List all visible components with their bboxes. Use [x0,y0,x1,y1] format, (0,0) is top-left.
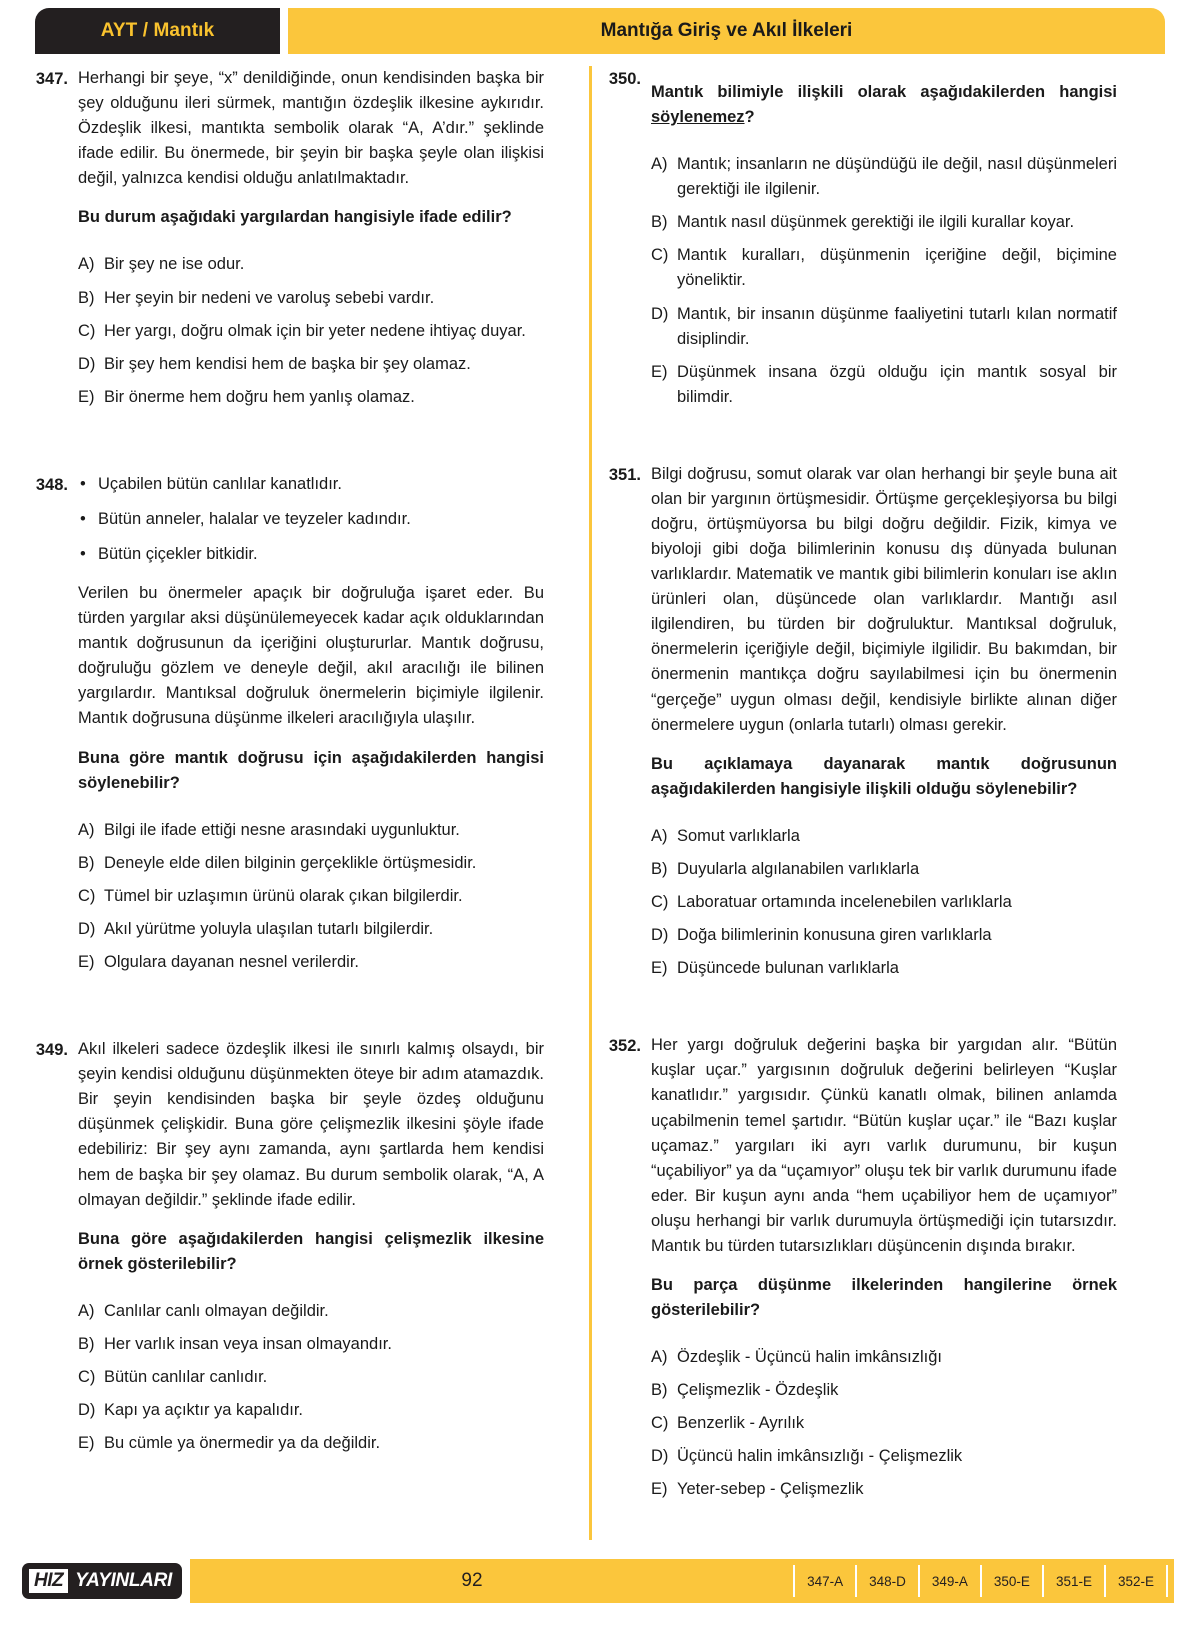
answer-key-item: 349-A [918,1565,980,1597]
question-stem: Verilen bu önermeler apaçık bir doğruluğa işaret eder. Bu türden yargılar aksi düşünülemeyecek kadar açık olduklarından mantık doğrusunun da içeriğini oluştururlar. Mantık doğrusu, doğruluğu gözlem ve deneyle değil, akıl aracılığı ile bilinen yargılardır. Mantıksal doğruluk önermelerin biçimiyle ilgilenir. Mantık doğrusuna düşünme ilkeleri aracılığıyla ulaşılır. [78,584,544,728]
question-number: 348. [35,475,68,494]
option-e[interactable] [78,385,544,410]
question-number: 347. [35,70,68,88]
option-e[interactable] [651,360,1117,410]
question-prompt: Bu parça düşünme ilkelerinden hangilerine örnek gösterilebilir? [651,1275,1117,1320]
question-number: 351. [608,465,641,484]
option-e[interactable] [651,956,1117,981]
option-text: Yeter-sebep - Çelişmezlik [677,1480,864,1499]
option-label: C) [78,1367,96,1386]
page-title: Mantığa Giriş ve Akıl İlkeleri [600,20,853,41]
option-text: Bir şey ne ise odur. [104,255,245,274]
answer-key-item: 350-E [980,1565,1042,1597]
spacer [24,975,544,1037]
question-351 [597,462,1117,981]
option-text: Düşünmek insana özgü olduğu için mantık sosyal bir bilimdir. [677,362,1117,406]
option-d[interactable] [651,1444,1117,1469]
option-c[interactable] [78,884,544,909]
question-348 [24,472,544,975]
option-a[interactable] [651,824,1117,849]
option-label: C) [78,321,96,340]
question-prompt: Bu açıklamaya dayanarak mantık doğrusunun aşağıdakilerden hangisiyle ilişkili olduğu söylenebilir? [651,754,1117,798]
option-text: Özdeşlik - Üçüncü halin imkânsızlığı [677,1348,943,1367]
spacer [597,410,1117,462]
question-number: 350. [608,70,641,88]
option-text: Olgulara dayanan nesnel verilerdir. [104,953,359,972]
option-b[interactable] [651,1378,1117,1403]
option-text: Somut varlıklarla [677,826,800,845]
option-label: E) [78,387,95,406]
question-stem: Bilgi doğrusu, somut olarak var olan herhangi bir şeyle buna ait olan bir yargının örtüşmesidir. Örtüşme gerçekleşiyorsa bu bilgi doğru, örtüşmüyorsa bu bilgi doğru değildir. Fizik, kimya ve biyoloji gibi doğa bilimlerinin konusu dış dünyada bulunan varlıklardır. Matematik ve mantık gibi bilimlerin konuları ise aklın ürünleri olan, düşüncede olan varlıklardır. Mantığı asıl ilgilendiren, bu türden bir doğruluktur. Mantıksal doğruluk, önermelerin içeriğiyle değil, biçimiyle ilgilidir. Bu bakımdan, bir önermenin mantıkça doğru sayılabilmesi için bu önermenin “gerçeğe” uygun olması değil, kendisiyle birlikte alınan diğer önermelere uygun (onlarla tutarlı) olması gerekir. [651,464,1117,734]
option-text: Her yargı, doğru olmak için bir yeter nedene ihtiyaç duyar. [104,321,526,340]
option-label: A) [78,255,95,274]
option-label: A) [78,1301,95,1320]
answer-key-item: 352-E [1104,1565,1168,1597]
question-number: 352. [608,1037,641,1056]
option-label: D) [78,354,96,373]
option-text: Mantık; insanların ne düşündüğü ile değil, nasıl düşünmeleri gerektiği ile ilgilenir. [677,155,1117,199]
option-label: B) [78,853,95,872]
option-text: Bütün canlılar canlıdır. [104,1367,268,1386]
header-subject-tab [35,8,280,54]
answer-key-item: 347-A [793,1565,855,1597]
option-list [78,818,544,975]
option-b[interactable] [651,210,1117,235]
option-text: Doğa bilimlerinin konusuna giren varlıklarla [677,926,992,945]
option-label: B) [78,288,95,307]
option-c[interactable] [78,319,544,344]
option-a[interactable] [651,1345,1117,1370]
option-label: E) [651,362,668,381]
option-label: B) [78,1334,95,1353]
question-349 [24,1037,544,1456]
option-text: Benzerlik - Ayrılık [677,1414,805,1433]
option-text: Laboratuar ortamında incelenebilen varlıklarla [677,893,1012,912]
content-area [0,66,1200,1536]
premise-list [78,472,544,567]
option-label: C) [78,886,96,905]
option-b[interactable] [78,851,544,876]
option-text: Bir önerme hem doğru hem yanlış olamaz. [104,387,415,406]
header-subject-label: AYT / Mantık [100,20,215,41]
option-label: E) [78,1434,95,1453]
logo-hiz-text: HIZ [29,1569,68,1593]
option-text: Mantık nasıl düşünmek gerektiği ile ilgili kurallar koyar. [677,213,1075,232]
option-label: D) [651,926,669,945]
question-prompt: Bu durum aşağıdaki yargılardan hangisiyle ifade edilir? [78,208,512,227]
option-text: Her şeyin bir nedeni ve varoluş sebebi vardır. [104,288,435,307]
premise-item: • Uçabilen bütün canlılar kanatlıdır. [78,472,544,497]
option-label: B) [651,859,668,878]
page-header [35,8,1165,54]
footer-bar [190,1559,1174,1603]
right-column [597,66,1117,1503]
option-text: Üçüncü halin imkânsızlığı - Çelişmezlik [677,1447,963,1466]
question-prompt: Buna göre aşağıdakilerden hangisi çelişmezlik ilkesine örnek gösterilebilir? [78,1229,544,1273]
option-label: E) [651,959,668,978]
option-e[interactable] [651,1477,1117,1502]
option-c[interactable] [78,1365,544,1390]
option-label: D) [651,304,669,323]
option-label: C) [651,893,669,912]
spacer [24,410,544,472]
option-list [651,1345,1117,1502]
header-title-bar [288,8,1165,54]
question-350 [597,66,1117,410]
option-label: A) [651,1348,668,1367]
option-label: B) [651,213,668,232]
spacer [597,981,1117,1033]
page-footer [0,1559,1200,1607]
prompt-prefix: Mantık bilimiyle ilişkili olarak aşağıdakilerden hangisi [651,83,1117,101]
left-column [24,66,544,1456]
answer-key-item: 348-D [855,1565,918,1597]
option-c[interactable] [651,1411,1117,1436]
option-text: Bilgi ile ifade ettiği nesne arasındaki uygunluktur. [104,820,460,839]
option-list [78,1299,544,1456]
option-text: Deneyle elde dilen bilginin gerçeklikle örtüşmesidir. [104,853,477,872]
option-b[interactable] [651,857,1117,882]
question-stem: Her yargı doğruluk değerini başka bir yargıdan alır. “Bütün kuşlar uçar.” yargısının doğruluk değerini belirleyen “Kuşlar kanatlıdır.” yargısıdır. Çünkü kanatlı olmak, bilinen anlamda uçabilmenin temel şartıdır. “Bütün kuşlar uçar.” ile “Bazı kuşlar uçamaz.” yargıları iki ayrı varlık durumunu, bir kuşun “uçabiliyor” ya da “uçamıyor” oluşu tek bir varlık durumunu ifade eder. Bir kuşun aynı anda “hem uçabiliyor hem de uçamıyor” oluşu herhangi bir varlık durumuyla örtüşmediği için tutarsızdır. Mantık bu türden tutarsızlıkları düşüncenin dışında bırakır. [651,1036,1117,1255]
option-label: C) [651,246,669,265]
option-label: B) [651,1381,668,1400]
option-d[interactable] [78,352,544,377]
option-list [651,152,1117,410]
question-prompt [651,80,1117,130]
option-text: Akıl yürütme yoluyla ulaşılan tutarlı bilgilerdir. [104,919,434,938]
question-stem: Herhangi bir şeye, “x” denildiğinde, onun kendisinden başka bir şey olduğunu ileri sürmek, mantığın özdeşlik ilkesine aykırıdır. Özdeşlik ilkesi, mantıkta sembolik olarak “A, A’dır.” şeklinde ifade edilir. Bu önermede, bir şeyin bir başka şeyle olan ilişkisi değil, yalnızca kendisi olduğu anlatılmaktadır. [78,69,544,188]
premise-item: • Bütün çiçekler bitkidir. [78,542,544,567]
option-list [78,252,544,409]
option-label: C) [651,1414,669,1433]
page-number: 92 [461,1570,483,1591]
option-text: Duyularla algılanabilen varlıklarla [677,859,920,878]
option-d[interactable] [651,302,1117,352]
prompt-negative-word: söylenemez [651,108,745,127]
option-list [651,824,1117,981]
option-c[interactable] [651,243,1117,293]
option-text: Bir şey hem kendisi hem de başka bir şey olamaz. [104,354,471,373]
premise-item: • Bütün anneler, halalar ve teyzeler kadındır. [78,507,544,532]
option-label: A) [651,155,668,174]
question-347 [24,66,544,410]
option-text: Kapı ya açıktır ya kapalıdır. [104,1401,304,1420]
option-text: Mantık kuralları, düşünmenin içeriğine değil, biçimine yöneliktir. [677,246,1117,290]
option-text: Canlılar canlı olmayan değildir. [104,1301,329,1320]
option-text: Mantık, bir insanın düşünme faaliyetini tutarlı kılan normatif disiplindir. [677,304,1117,348]
option-a[interactable] [651,152,1117,202]
option-c[interactable] [651,890,1117,915]
publisher-logo [22,1563,182,1599]
option-e[interactable] [78,1431,544,1456]
option-d[interactable] [78,917,544,942]
prompt-suffix: ? [744,108,755,127]
option-b[interactable] [78,1332,544,1357]
option-a[interactable] [78,818,544,843]
option-text: Her varlık insan veya insan olmayandır. [104,1334,392,1353]
option-label: D) [78,1401,96,1420]
option-label: E) [651,1480,668,1499]
option-label: D) [78,919,96,938]
answer-key-strip [793,1565,1168,1597]
option-label: A) [78,820,95,839]
question-352 [597,1033,1117,1502]
column-divider [589,66,592,1540]
answer-key-item: 351-E [1042,1565,1104,1597]
option-text: Tümel bir uzlaşımın ürünü olarak çıkan bilgilerdir. [104,886,463,905]
option-b[interactable] [78,286,544,311]
logo-yayinlari-text: YAYINLARI [75,1570,172,1591]
option-text: Bu cümle ya önermedir ya da değildir. [104,1434,381,1453]
option-a[interactable] [78,252,544,277]
option-e[interactable] [78,950,544,975]
option-label: E) [78,953,95,972]
option-label: D) [651,1447,669,1466]
option-text: Düşüncede bulunan varlıklarla [677,959,899,978]
question-stem: Akıl ilkeleri sadece özdeşlik ilkesi ile sınırlı kalmış olsaydı, bir şeyin kendisi olduğunu düşünmekten öteye bir adım atamazdık. Bir şeyin kendisinden başka bir şeyle özdeş olduğunu düşünmek çelişkidir. Buna göre çelişmezlik ilkesini şöyle ifade edebiliriz: Bir şey aynı zamanda, aynı şartlarda hem kendisi hem de başka bir şey olamaz. Bu durum sembolik olarak, “A, A olmayan değildir.” şeklinde ifade edilir. [78,1040,544,1209]
option-label: A) [651,826,668,845]
option-d[interactable] [78,1398,544,1423]
option-a[interactable] [78,1299,544,1324]
option-d[interactable] [651,923,1117,948]
option-text: Çelişmezlik - Özdeşlik [677,1381,839,1400]
question-number: 349. [35,1041,68,1060]
question-prompt: Buna göre mantık doğrusu için aşağıdakilerden hangisi söylenebilir? [78,748,544,792]
